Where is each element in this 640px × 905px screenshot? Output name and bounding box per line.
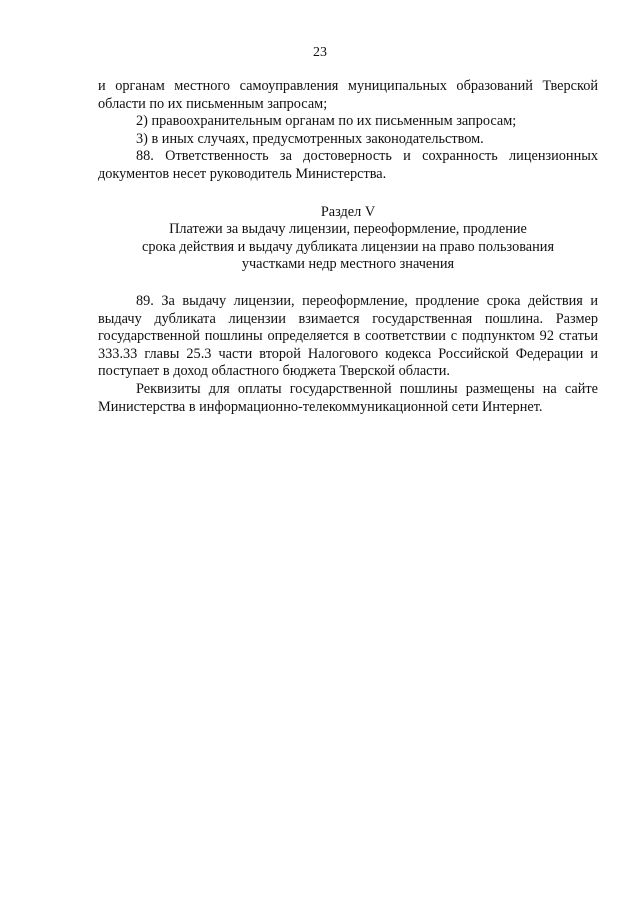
paragraph-payment-details: Реквизиты для оплаты государственной пошлины размещены на сайте Министерства в информационно-телекоммуникационной сети Интернет. xyxy=(98,380,598,415)
section-title-line-2: срока действия и выдачу дубликата лицензии на право пользования xyxy=(141,238,555,255)
section-label: Раздел V xyxy=(320,203,376,220)
paragraph-list-item-3: 3) в иных случаях, предусмотренных законодательством. xyxy=(136,130,484,147)
paragraph-continuation: и органам местного самоуправления муниципальных образований Тверской области по их письменным запросам; xyxy=(98,78,598,112)
section-heading xyxy=(98,204,598,274)
paragraph-list-item-2: 2) правоохранительным органам по их письменным запросам; xyxy=(136,113,517,130)
document-body xyxy=(98,78,598,416)
paragraph-clause-88: 88. Ответственность за достоверность и сохранность лицензионных документов несет руководитель Министерства. xyxy=(98,148,598,182)
spacer xyxy=(98,274,598,293)
page-number: 23 xyxy=(313,45,327,60)
paragraph-clause-89: 89. За выдачу лицензии, переоформление, продление срока действия и выдачу дубликата лицензии взимается государственная пошлина. Размер государственной пошлины определяется в соответствии с подпунктом 92 статьи 333.33 главы 25.3 части второй Налогового кодекса Российской Федерации и поступает в доход областного бюджета Тверской области. xyxy=(98,292,598,380)
spacer xyxy=(98,184,598,204)
section-title-line-3: участками недр местного значения xyxy=(241,256,455,273)
section-title-line-1: Платежи за выдачу лицензии, переоформление, продление xyxy=(169,221,527,238)
